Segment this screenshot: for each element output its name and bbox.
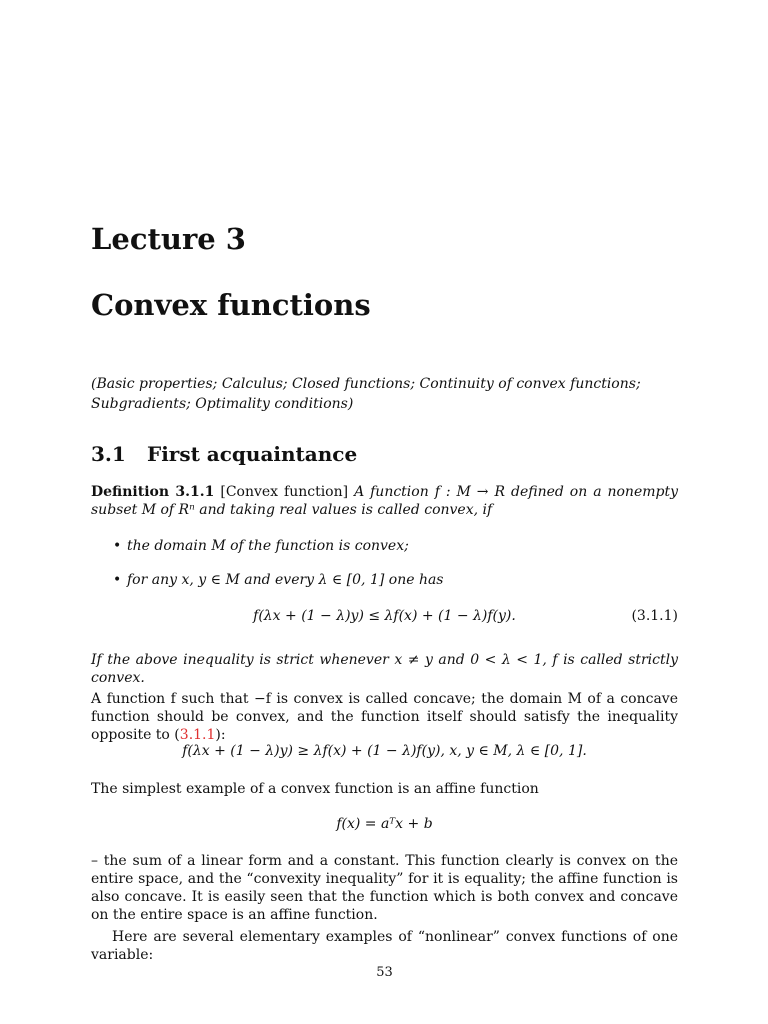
- concave-text-end: ):: [215, 727, 226, 743]
- affine-equation: f(x) = aᵀx + b: [336, 816, 433, 832]
- affine-intro: The simplest example of a convex function is an affine function: [91, 781, 539, 797]
- equation-body: f(λx + (1 − λ)y) ≤ λf(x) + (1 − λ)f(y).: [253, 608, 516, 624]
- chapter-contents: (Basic properties; Calculus; Closed functions; Continuity of convex functions; Subgradients; Optimality conditions): [91, 376, 641, 412]
- list-item: [113, 572, 444, 588]
- definition-text: A function f : M → R defined on a nonempty subset M of Rⁿ and taking real values is called convex, if: [91, 484, 679, 518]
- section-title: First acquaintance: [147, 442, 358, 466]
- chapter-title: Convex functions: [91, 288, 371, 322]
- concave-equation: f(λx + (1 − λ)y) ≥ λf(x) + (1 − λ)f(y), x, y ∈ M, λ ∈ [0, 1].: [182, 743, 587, 759]
- definition-name: [Convex function]: [220, 484, 349, 500]
- definition-label: Definition 3.1.1: [91, 484, 215, 500]
- section-heading: [91, 442, 357, 466]
- list-item-text: for any x, y ∈ M and every λ ∈ [0, 1] one has: [127, 572, 444, 588]
- concave-paragraph: [91, 690, 678, 744]
- affine-paragraph: – the sum of a linear form and a constant. This function clearly is convex on the entire space, and the “convexity inequality” for it is equality; the affine function is also concave. It is easily seen that the function which is both convex and concave on the entire space is an affine function.: [91, 853, 678, 923]
- equation-3-1-1: [91, 608, 678, 624]
- bullet-icon: •: [113, 538, 122, 554]
- equation-reference-link[interactable]: 3.1.1: [179, 727, 216, 743]
- examples-intro: Here are several elementary examples of “nonlinear” convex functions of one variable:: [91, 929, 678, 963]
- section-number: 3.1: [91, 442, 126, 466]
- list-item-text: the domain M of the function is convex;: [127, 538, 409, 554]
- page-number: 53: [376, 965, 393, 980]
- bullet-icon: •: [113, 572, 122, 588]
- equation-number: (3.1.1): [631, 608, 678, 624]
- list-item: [113, 538, 409, 554]
- concave-text: A function f such that −f is convex is called concave; the domain M of a concave function should be convex, and the function itself should satisfy the inequality opposite to (: [91, 691, 678, 743]
- lecture-heading: Lecture 3: [91, 222, 246, 256]
- definition: [91, 483, 678, 519]
- strict-convexity-note: If the above inequality is strict whenever x ≠ y and 0 < λ < 1, f is called strictly convex.: [91, 652, 678, 686]
